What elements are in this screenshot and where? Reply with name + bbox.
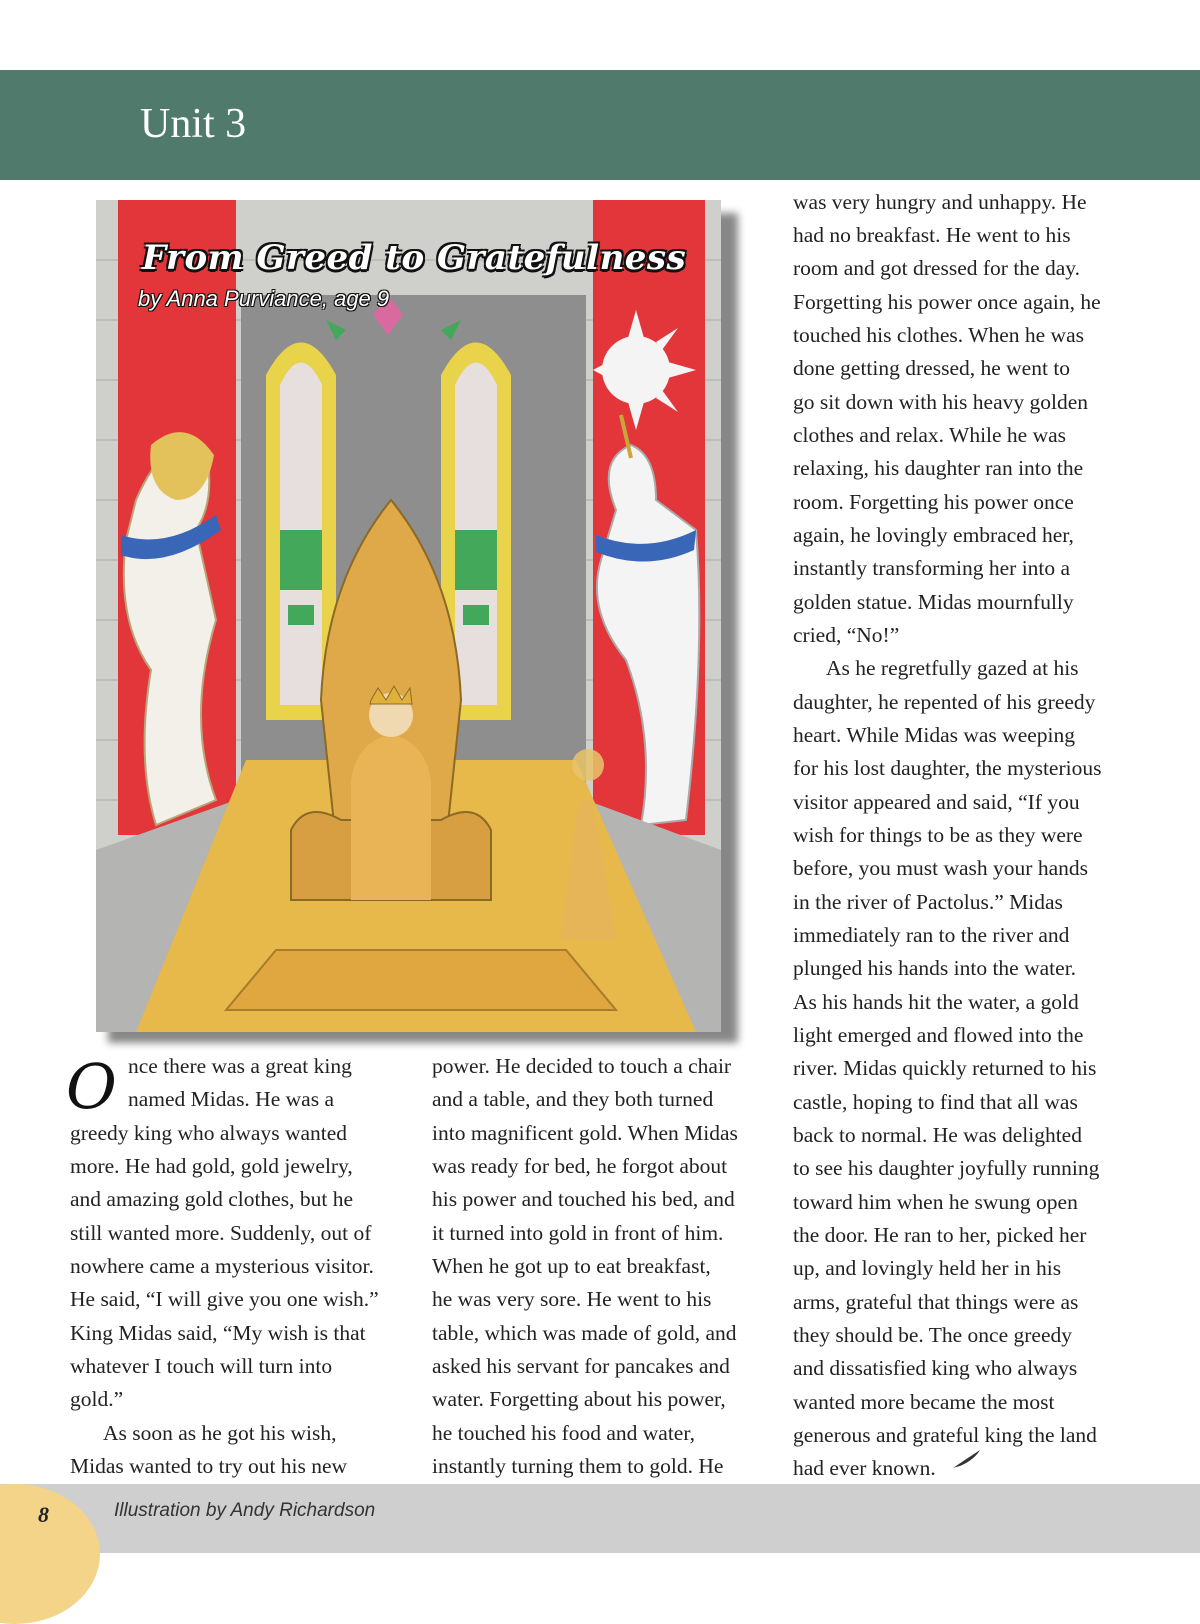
drop-cap: O xyxy=(66,1050,117,1123)
text-line: He said, “I will give you one wish.” xyxy=(70,1287,379,1311)
text-line: he touched his food and water, xyxy=(432,1421,696,1445)
text-line: and amazing gold clothes, but he xyxy=(70,1187,354,1211)
text-line: As soon as he got his wish, xyxy=(103,1421,337,1445)
text-line: for his lost daughter, the mysterious xyxy=(793,756,1102,780)
text-line: had ever known. xyxy=(793,1456,936,1480)
text-line: before, you must wash your hands xyxy=(793,856,1088,880)
text-line: clothes and relax. While he was xyxy=(793,423,1067,447)
text-line: instantly transforming her into a xyxy=(793,556,1071,580)
text-line: table, which was made of gold, and xyxy=(432,1321,737,1345)
text-line: light emerged and flowed into the xyxy=(793,1023,1084,1047)
text-line: water. Forgetting about his power, xyxy=(432,1387,726,1411)
text-line: up, and lovingly held her in his xyxy=(793,1256,1062,1280)
text-line: King Midas said, “My wish is that xyxy=(70,1321,366,1345)
text-line: to see his daughter joyfully running xyxy=(793,1156,1100,1180)
text-line: visitor appeared and said, “If you xyxy=(793,790,1080,814)
text-line: and a table, and they both turned xyxy=(432,1087,714,1111)
text-line: more. He had gold, gold jewelry, xyxy=(70,1154,353,1178)
text-line: instantly turning them to gold. He xyxy=(432,1454,724,1478)
text-line: cried, “No!” xyxy=(793,623,900,647)
illustration-credit: Illustration by Andy Richardson xyxy=(114,1500,376,1521)
text-line: As his hands hit the water, a gold xyxy=(793,990,1079,1014)
text-line: the door. He ran to her, picked her xyxy=(793,1223,1087,1247)
text-line: had no breakfast. He went to his xyxy=(793,223,1071,247)
text-line: in the river of Pactolus.” Midas xyxy=(793,890,1063,914)
text-line: plunged his hands into the water. xyxy=(793,956,1077,980)
quill-end-mark-icon xyxy=(950,1448,982,1470)
illustration-drawing xyxy=(96,200,721,1032)
text-line: they should be. The once greedy xyxy=(793,1323,1073,1347)
text-line: was ready for bed, he forgot about xyxy=(432,1154,728,1178)
text-line: castle, hoping to find that all was xyxy=(793,1090,1078,1114)
unit-title: Unit 3 xyxy=(140,101,247,147)
text-line: daughter, he repented of his greedy xyxy=(793,690,1096,714)
text-line: heart. While Midas was weeping xyxy=(793,723,1076,747)
text-line: wanted more became the most xyxy=(793,1390,1055,1414)
text-line: back to normal. He was delighted xyxy=(793,1123,1082,1147)
text-line: Forgetting his power once again, he xyxy=(793,290,1101,314)
page-number: 8 xyxy=(38,1502,49,1527)
text-line: room. Forgetting his power once xyxy=(793,490,1074,514)
text-line: When he got up to eat breakfast, xyxy=(432,1254,711,1278)
illustration xyxy=(96,200,721,1032)
text-line: nowhere came a mysterious visitor. xyxy=(70,1254,374,1278)
text-line: it turned into gold in front of him. xyxy=(432,1221,724,1245)
text-line: power. He decided to touch a chair xyxy=(432,1054,732,1078)
text-line: touched his clothes. When he was xyxy=(793,323,1084,347)
text-line: done getting dressed, he went to xyxy=(793,356,1071,380)
text-line: nce there was a great king xyxy=(128,1054,352,1078)
illustration-byline: by Anna Purviance, age 9 xyxy=(138,286,390,311)
text-line: wish for things to be as they were xyxy=(793,823,1083,847)
illustration-title: From Greed to Gratefulness xyxy=(142,238,687,278)
text-line: go sit down with his heavy golden xyxy=(793,390,1089,414)
text-line: asked his servant for pancakes and xyxy=(432,1354,730,1378)
text-line: golden statue. Midas mournfully xyxy=(793,590,1074,614)
text-line: his power and touched his bed, and xyxy=(432,1187,735,1211)
text-line: river. Midas quickly returned to his xyxy=(793,1056,1097,1080)
text-line: still wanted more. Suddenly, out of xyxy=(70,1221,372,1245)
text-line: into magnificent gold. When Midas xyxy=(432,1121,738,1145)
text-line: relaxing, his daughter ran into the xyxy=(793,456,1084,480)
text-line: whatever I touch will turn into xyxy=(70,1354,333,1378)
text-line: immediately ran to the river and xyxy=(793,923,1070,947)
text-line: gold.” xyxy=(70,1387,124,1411)
text-line: named Midas. He was a xyxy=(128,1087,334,1111)
text-line: toward him when he swung open xyxy=(793,1190,1078,1214)
text-line: was very hungry and unhappy. He xyxy=(793,190,1087,214)
text-line: and dissatisfied king who always xyxy=(793,1356,1078,1380)
text-line: Midas wanted to try out his new xyxy=(70,1454,348,1478)
text-line: room and got dressed for the day. xyxy=(793,256,1080,280)
text-line: arms, grateful that things were as xyxy=(793,1290,1079,1314)
text-line: again, he lovingly embraced her, xyxy=(793,523,1074,547)
text-line: greedy king who always wanted xyxy=(70,1121,348,1145)
text-line: he was very sore. He went to his xyxy=(432,1287,712,1311)
text-line: As he regretfully gazed at his xyxy=(826,656,1079,680)
text-line: generous and grateful king the land xyxy=(793,1423,1097,1447)
